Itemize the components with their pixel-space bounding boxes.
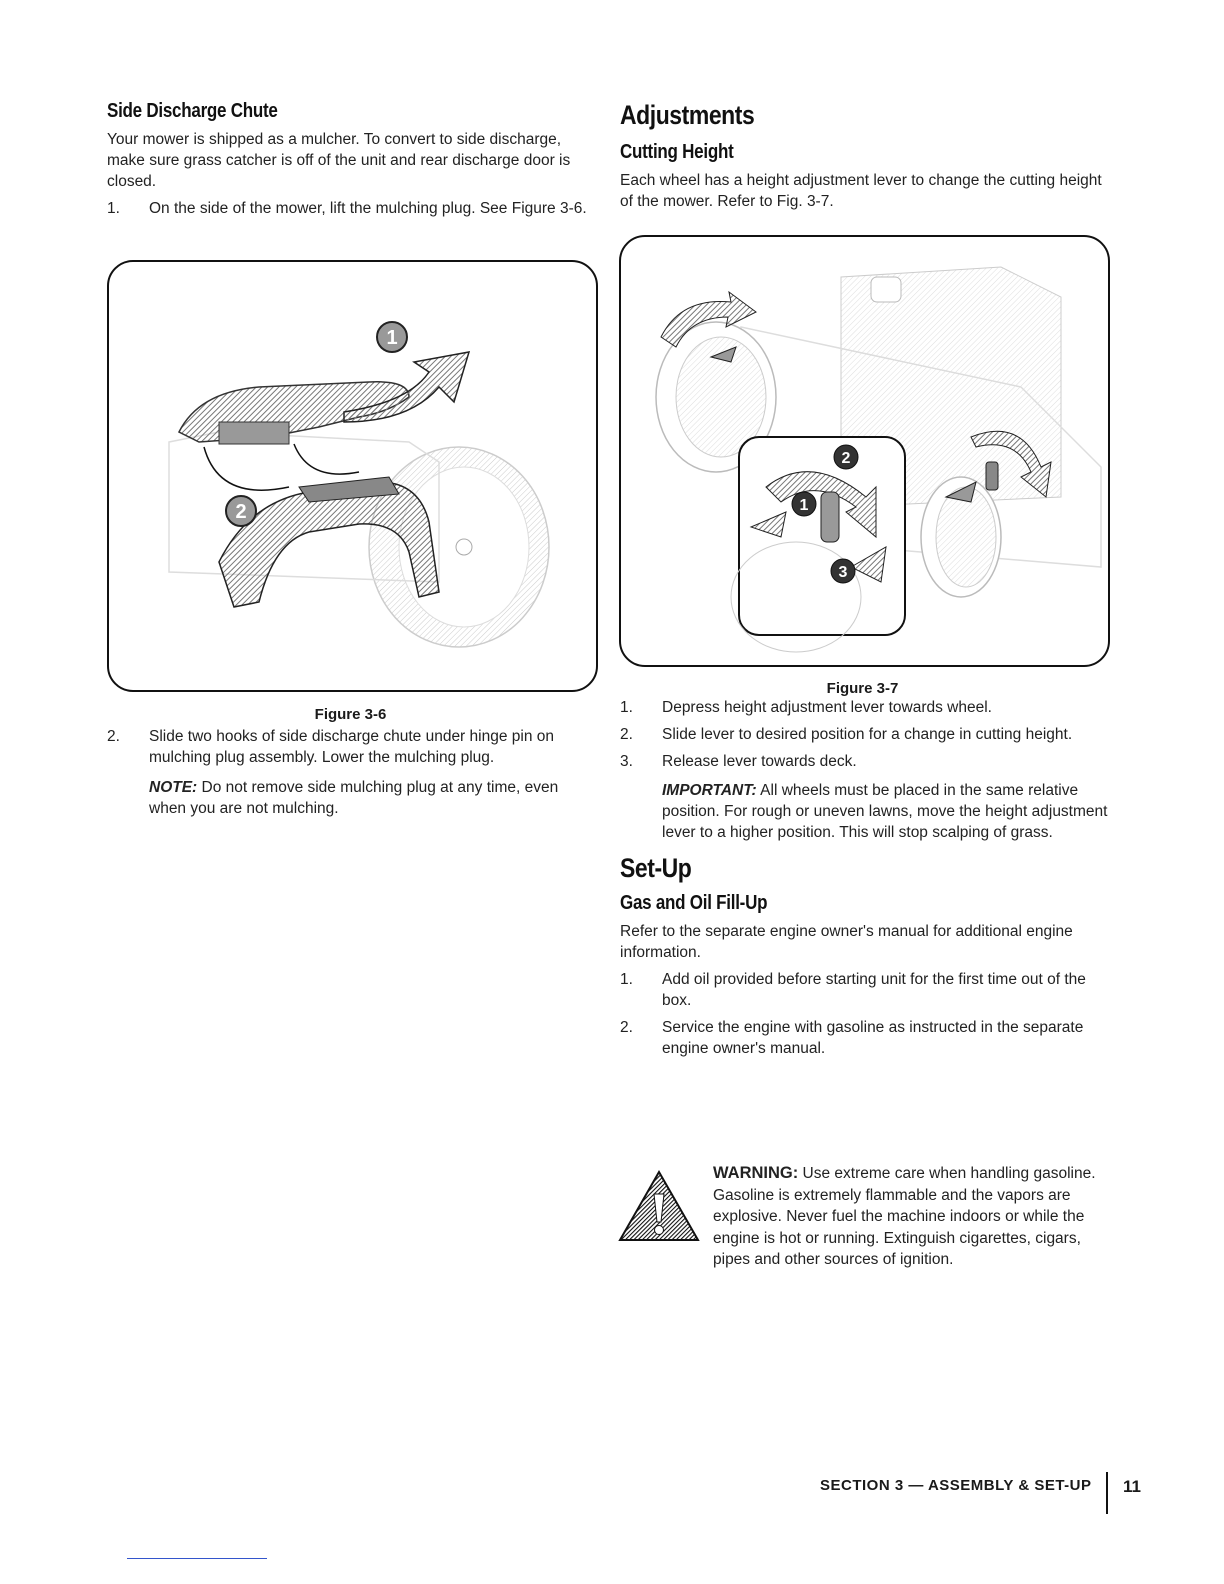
footer-divider: [1106, 1472, 1108, 1514]
side-discharge-heading: Side Discharge Chute: [107, 100, 278, 122]
setup-intro: Refer to the separate engine owner's manual for additional engine information.: [620, 923, 1073, 961]
cutting-height-intro: Each wheel has a height adjustment lever to change the cutting height of the mower. Refer to Fig. 3-7.: [620, 172, 1102, 210]
figure-3-7-caption: Figure 3-7: [826, 680, 899, 697]
step-text: Depress height adjustment lever towards wheel.: [662, 699, 992, 716]
cutting-height-heading: Cutting Height: [620, 141, 734, 163]
gas-oil-heading: Gas and Oil Fill-Up: [620, 892, 768, 914]
figure-3-6: [107, 260, 598, 692]
step-number: 2.: [620, 1019, 633, 1036]
step-number: 3.: [620, 753, 633, 770]
step-text: Release lever towards deck.: [662, 753, 857, 770]
warning-label: WARNING:: [713, 1164, 799, 1182]
step-text: Slide lever to desired position for a change in cutting height.: [662, 726, 1073, 743]
step-text: Add oil provided before starting unit for the first time out of the box.: [662, 971, 1086, 1009]
warning-icon: [618, 1170, 700, 1242]
figure-3-7: [619, 235, 1110, 667]
list-item: [107, 198, 597, 219]
important-note: [620, 780, 1110, 843]
list-item: [620, 1017, 1110, 1059]
page-number: 11: [1123, 1477, 1141, 1496]
figure-3-6-caption: Figure 3-6: [314, 706, 387, 723]
setup-heading: Set-Up: [620, 853, 692, 883]
side-discharge-intro: Your mower is shipped as a mulcher. To convert to side discharge, make sure grass catcher is off of the unit and rear discharge door is closed.: [107, 131, 571, 190]
left-column: [107, 100, 597, 219]
list-item: [620, 724, 1110, 745]
list-item: [620, 697, 1110, 718]
section-footer: SECTION 3 — ASSEMBLY & SET-UP: [820, 1477, 1092, 1494]
callout-2: 2: [235, 501, 247, 523]
mulching-plug-illustration: [109, 262, 596, 690]
step-number: 2.: [107, 728, 120, 745]
adjustments-heading: Adjustments: [620, 100, 755, 130]
right-column: [620, 100, 1110, 212]
important-text: All wheels must be placed in the same relative position. For rough or uneven lawns, move the height adjustment lever to a higher position. This will stop scalping of grass.: [662, 782, 1108, 841]
step-number: 1.: [620, 699, 633, 716]
step-text: Slide two hooks of side discharge chute under hinge pin on mulching plug assembly. Lower the mulching plug.: [149, 728, 554, 766]
right-column-lower: [620, 697, 1110, 1059]
note: [107, 777, 597, 819]
note-text: Do not remove side mulching plug at any time, even when you are not mulching.: [149, 779, 559, 817]
list-item: [107, 726, 597, 768]
list-item: [620, 751, 1110, 772]
warning-text: Use extreme care when handling gasoline. Gasoline is extremely flammable and the vapors are explosive. Never fuel the machine indoors or while the engine is hot or running. Extinguish cigarettes, cigars, pipes and other sources of ignition.: [713, 1165, 1096, 1268]
list-item: [620, 969, 1110, 1011]
bottom-rule: [127, 1558, 267, 1559]
callout-3: 3: [838, 564, 848, 581]
step-text: On the side of the mower, lift the mulching plug. See Figure 3-6.: [149, 200, 587, 217]
height-adjust-illustration: [621, 237, 1108, 665]
step-number: 1.: [107, 200, 120, 217]
step-number: 1.: [620, 971, 633, 988]
warning-text-block: [713, 1163, 1108, 1271]
callout-1: 1: [799, 497, 809, 514]
callout-2: 2: [841, 450, 851, 467]
callout-1: 1: [386, 327, 398, 349]
step-number: 2.: [620, 726, 633, 743]
left-column-lower: [107, 726, 597, 819]
step-text: Service the engine with gasoline as instructed in the separate engine owner's manual.: [662, 1019, 1084, 1057]
important-label: IMPORTANT:: [662, 782, 757, 799]
note-label: NOTE:: [149, 779, 198, 796]
